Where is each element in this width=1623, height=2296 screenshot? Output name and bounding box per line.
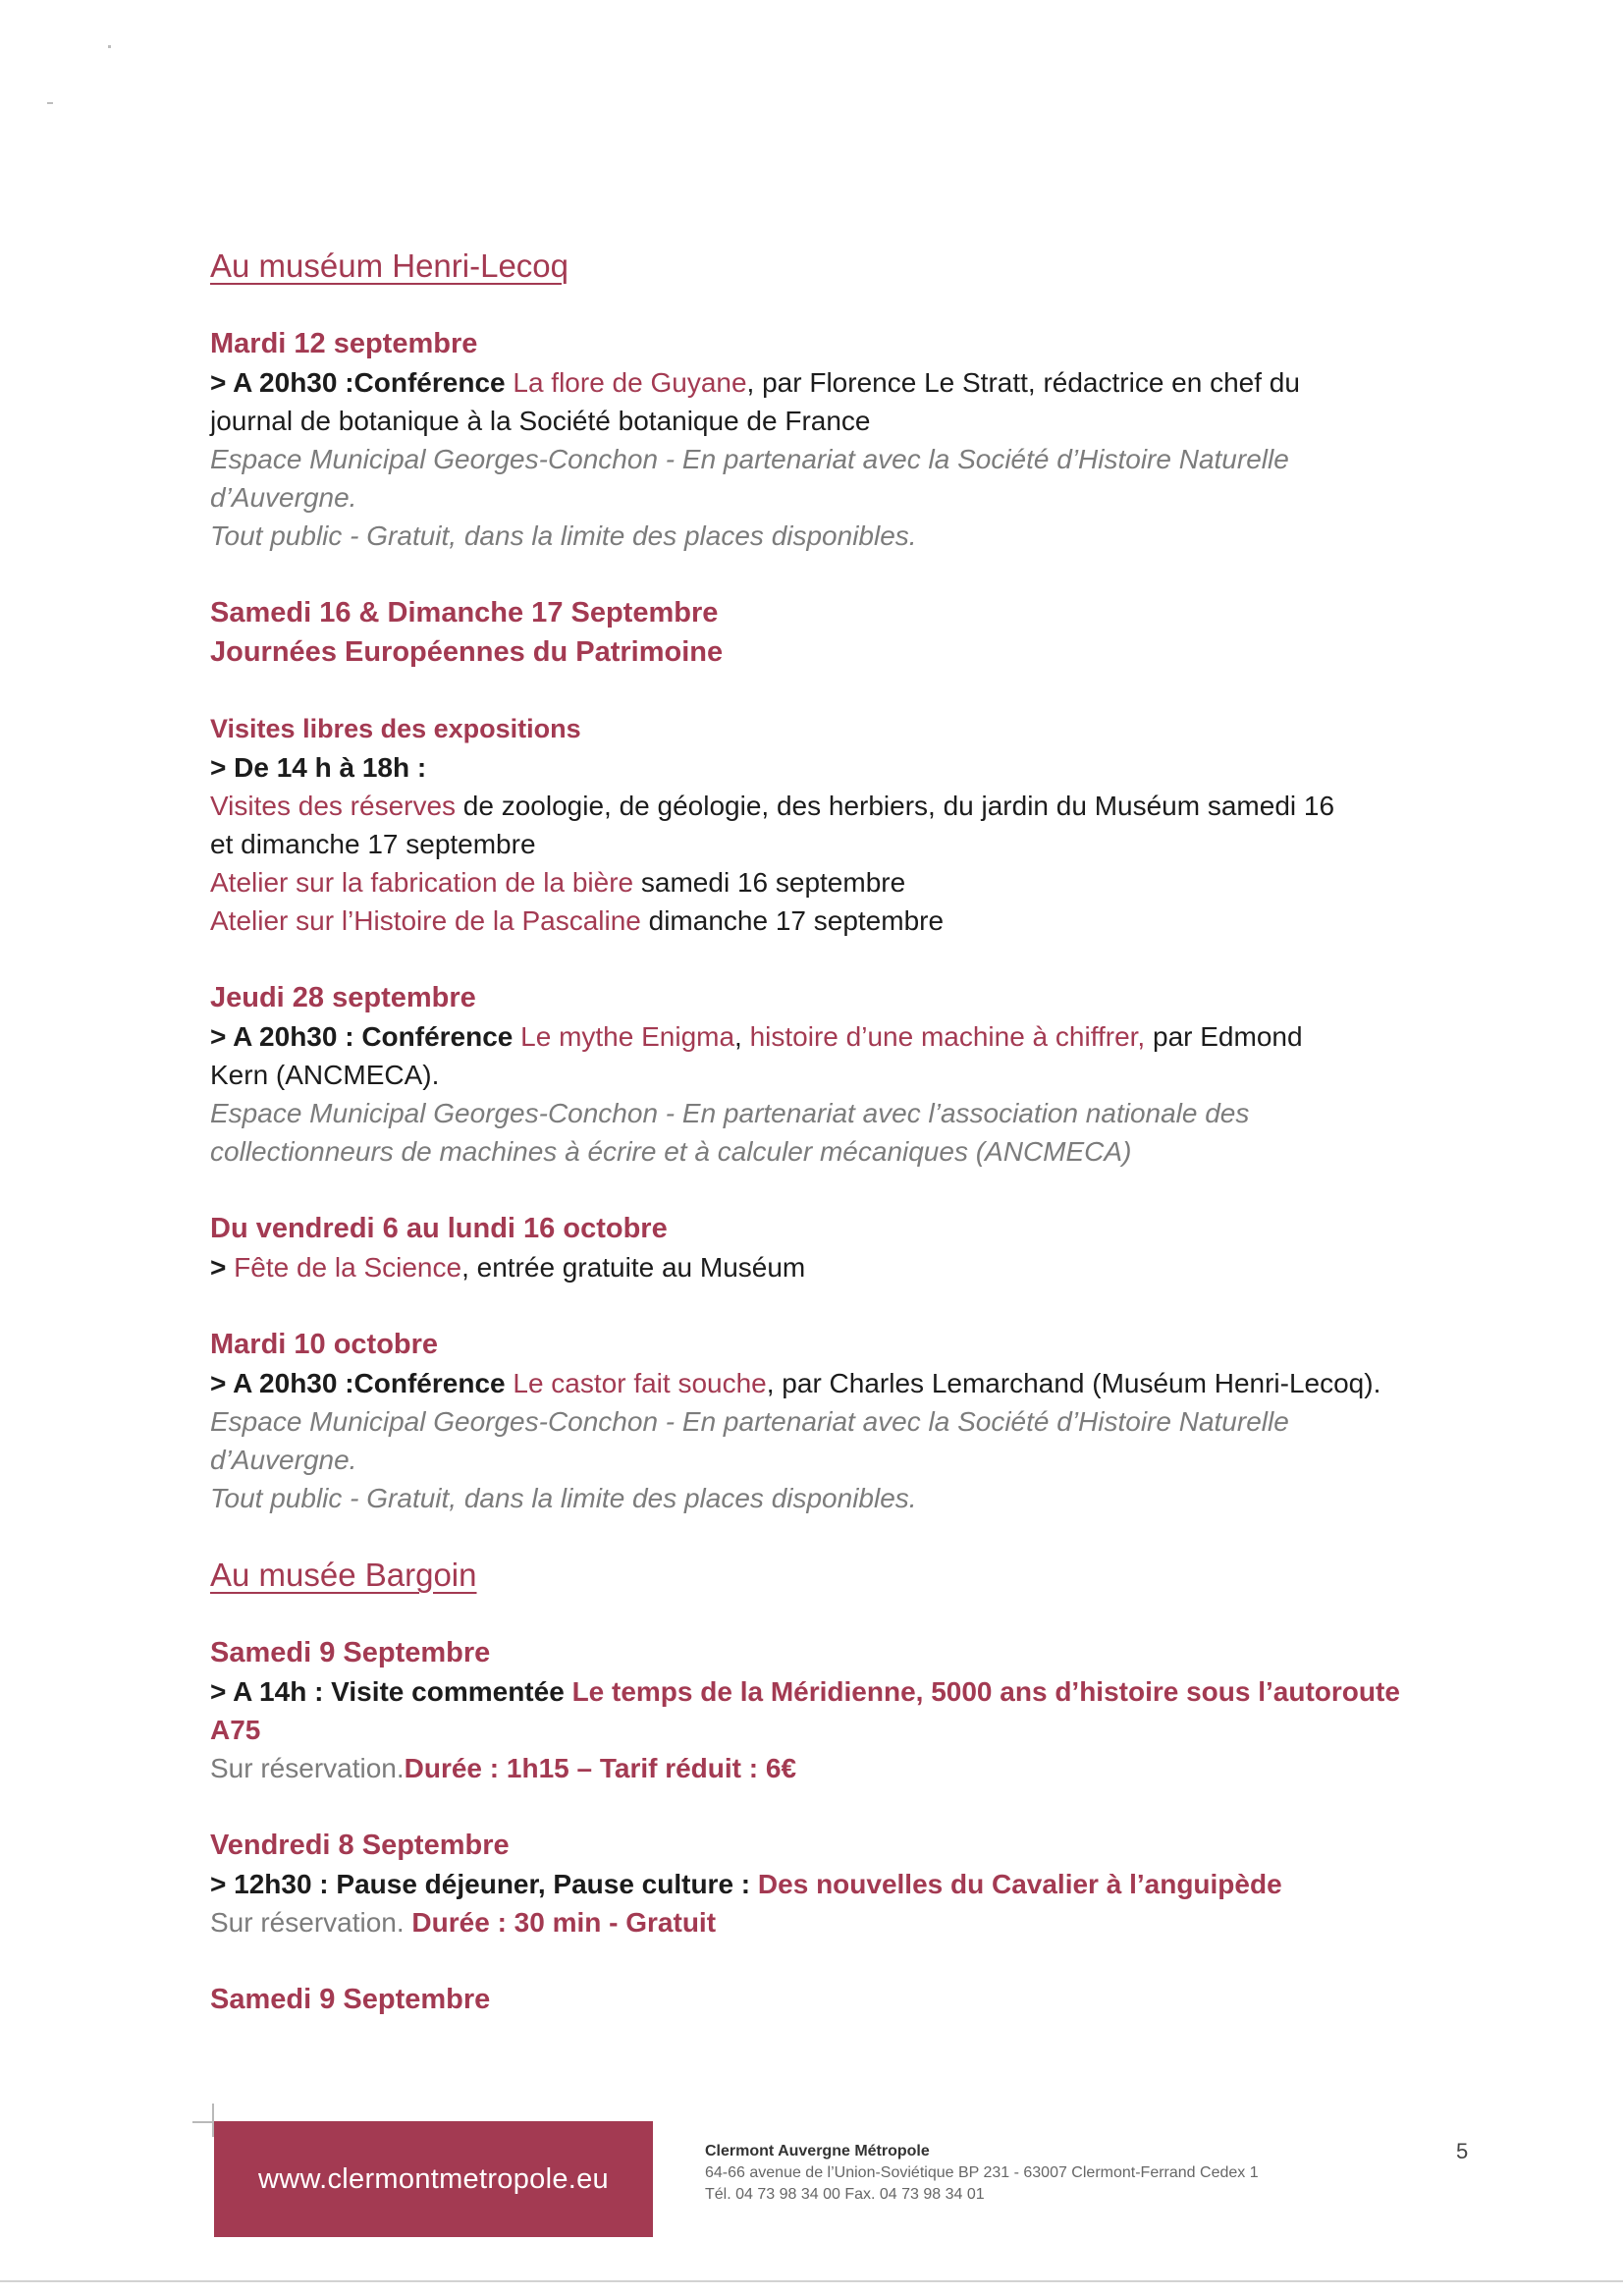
event-block (210, 978, 1428, 1171)
event-time: > A 20h30 : Conférence (210, 1021, 514, 1052)
event-block (210, 593, 1428, 940)
event-text: et dimanche 17 septembre (210, 829, 536, 859)
event-title: Visites des réserves (210, 791, 457, 821)
event-line (210, 787, 1428, 825)
event-text: , par Charles Lemarchand (Muséum Henri-Lecoq). (766, 1368, 1381, 1398)
event-title: histoire d’une machine à chiffrer, (749, 1021, 1146, 1052)
section-title-museum: Au muséum Henri-Lecoq (210, 247, 568, 284)
event-title: Le mythe Enigma (520, 1021, 735, 1052)
footer-org-name: Clermont Auvergne Métropole (705, 2143, 930, 2159)
event-text: de zoologie, de géologie, des herbiers, du jardin du Muséum samedi 16 (456, 791, 1335, 821)
event-text: , (734, 1021, 750, 1052)
footer-phone: Tél. 04 73 98 34 00 Fax. 04 73 98 34 01 (705, 2186, 985, 2203)
event-block (210, 1633, 1428, 1787)
event-line (210, 863, 1428, 902)
event-time: > A 20h30 :Conférence (210, 367, 506, 398)
event-line (210, 902, 1428, 940)
event-line (210, 1364, 1428, 1402)
event-text: , entrée gratuite au Muséum (461, 1252, 806, 1283)
event-date: Samedi 9 Septembre (210, 1984, 491, 2015)
event-line (210, 1017, 1428, 1056)
event-time: > A 14h : Visite commentée (210, 1676, 565, 1707)
event-location: Espace Municipal Georges-Conchon - En partenariat avec la Société d’Histoire Naturelle (210, 1406, 1289, 1437)
event-text: par Edmond (1145, 1021, 1303, 1052)
event-location: Espace Municipal Georges-Conchon - En partenariat avec la Société d’Histoire Naturelle (210, 444, 1289, 474)
event-title: Atelier sur l’Histoire de la Pascaline (210, 905, 641, 936)
event-date: Samedi 9 Septembre (210, 1637, 491, 1668)
scan-speck (108, 45, 111, 48)
event-location: Espace Municipal Georges-Conchon - En partenariat avec l’association nationale des (210, 1098, 1250, 1128)
event-text: dimanche 17 septembre (640, 905, 945, 936)
event-date: Jeudi 28 septembre (210, 982, 476, 1013)
event-location: d’Auvergne. (210, 1445, 357, 1475)
event-block (210, 1325, 1428, 1517)
event-line (210, 1672, 1428, 1711)
event-line (210, 1865, 1428, 1903)
event-text: journal de botanique à la Société botanique de France (210, 406, 871, 436)
event-location: collectionneurs de machines à écrire et à calculer mécaniques (ANCMECA) (210, 1136, 1132, 1167)
event-text: samedi 16 septembre (633, 867, 906, 898)
event-time: > 12h30 : Pause déjeuner, Pause culture : (210, 1869, 751, 1899)
section-title-bargoin: Au musée Bargoin (210, 1557, 477, 1593)
event-text: Kern (ANCMECA). (210, 1060, 440, 1090)
event-heading: Journées Européennes du Patrimoine (210, 636, 724, 668)
footer-url[interactable]: www.clermontmetropole.eu (258, 2162, 609, 2195)
event-line (210, 1248, 1428, 1286)
event-reservation: Sur réservation. (210, 1907, 405, 1938)
event-date: Mardi 10 octobre (210, 1329, 439, 1360)
footer-contact (705, 2141, 1259, 2206)
event-details: Durée : 30 min - Gratuit (411, 1907, 717, 1938)
event-reservation: Sur réservation. (210, 1753, 405, 1783)
event-prefix: > (210, 1252, 235, 1283)
event-date: Mardi 12 septembre (210, 328, 478, 359)
event-title: Atelier sur la fabrication de la bière (210, 867, 634, 898)
event-date: Samedi 16 & Dimanche 17 Septembre (210, 597, 719, 629)
scan-speck (47, 102, 53, 104)
event-time: > De 14 h à 18h : (210, 752, 427, 783)
event-title: Le castor fait souche (513, 1368, 767, 1398)
event-title: Des nouvelles du Cavalier à l’anguipède (757, 1869, 1282, 1899)
event-block (210, 1826, 1428, 1941)
event-public: Tout public - Gratuit, dans la limite des places disponibles. (210, 1483, 917, 1513)
event-time: > A 20h30 :Conférence (210, 1368, 506, 1398)
page-content (210, 246, 1428, 2019)
page-bottom-rule (0, 2280, 1623, 2282)
event-line (210, 1749, 1428, 1787)
event-title: La flore de Guyane (513, 367, 747, 398)
event-date: Du vendredi 6 au lundi 16 octobre (210, 1213, 668, 1244)
event-line (210, 363, 1428, 402)
footer-website-banner[interactable] (214, 2121, 653, 2237)
page-number: 5 (1456, 2139, 1469, 2163)
event-block (210, 1980, 1428, 2019)
event-details: Durée : 1h15 – Tarif réduit : 6€ (404, 1753, 797, 1783)
event-date: Vendredi 8 Septembre (210, 1830, 510, 1861)
event-block (210, 1209, 1428, 1286)
event-title: A75 (210, 1715, 261, 1745)
event-subtitle: Visites libres des expositions (210, 714, 581, 743)
event-text: , par Florence Le Stratt, rédactrice en chef du (746, 367, 1300, 398)
event-block (210, 324, 1428, 555)
event-title: Le temps de la Méridienne, 5000 ans d’histoire sous l’autoroute (571, 1676, 1400, 1707)
event-location: d’Auvergne. (210, 482, 357, 513)
event-line (210, 1903, 1428, 1941)
footer-address: 64-66 avenue de l’Union-Soviétique BP 231 - 63007 Clermont-Ferrand Cedex 1 (705, 2164, 1259, 2181)
event-title: Fête de la Science (234, 1252, 462, 1283)
event-public: Tout public - Gratuit, dans la limite des places disponibles. (210, 520, 917, 551)
